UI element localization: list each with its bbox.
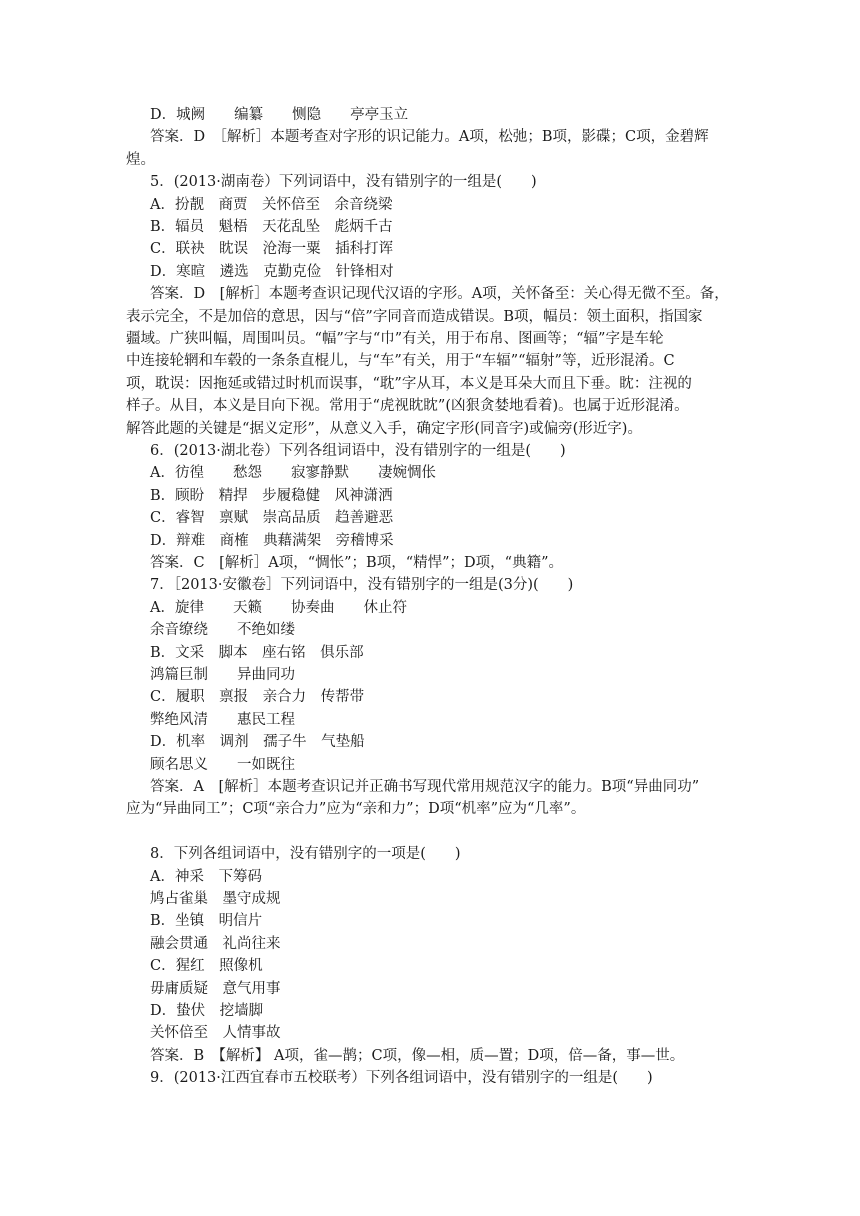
text-line: 毋庸质疑 意气用事 <box>150 980 281 997</box>
text-line: C．履职 禀报 亲合力 传帮带 <box>150 689 365 706</box>
text-line: 项，耽误：因拖延或错过时机而误事，“耽”字从耳，本义是耳朵大而且下垂。眈：注视的 <box>126 375 692 392</box>
text-line: 6．(2013·湖北卷）下列各组词语中，没有错别字的一组是( ) <box>150 443 566 459</box>
text-line: B．辐员 魁梧 天花乱坠 彪炳千古 <box>150 219 393 235</box>
text-line: 答案．C [解析］A项，“惆怅”；B项，“精悍”；D项，“典籍”。 <box>150 555 563 571</box>
text-line: 余音缭绕 不绝如缕 <box>150 622 295 639</box>
text-line: 答案．D [解析］本题考查识记现代汉语的字形。A项，关怀备至：关心得无微不至。备， <box>150 286 729 303</box>
text-line: 样子。从目，本义是目向下视。常用于“虎视眈眈”(凶狠贪婪地看着)。也属于近形混淆。 <box>126 398 689 415</box>
text-line: B．顾盼 精捍 步履稳健 风神潇洒 <box>150 487 393 504</box>
text-line: 弊绝风清 惠民工程 <box>150 711 295 728</box>
text-line: 7．［2013·安徽卷］下列词语中，没有错别字的一组是(3分)( ) <box>150 577 574 594</box>
text-line: 顾名思义 一如既往 <box>150 756 295 773</box>
text-line: 鸠占雀巢 墨守成规 <box>150 891 281 907</box>
text-line: C．猩红 照像机 <box>150 958 263 975</box>
text-line: 9．(2013·江西宜春市五校联考）下列各组词语中，没有错别字的一组是( ) <box>150 1070 653 1087</box>
text-line: 疆域。广狭叫幅，周围叫员。“幅”字与“巾”有关，用于布帛、图画等；“辐”字是车轮 <box>126 331 664 347</box>
text-line: A．旋律 天籁 协奏曲 休止符 <box>150 599 407 616</box>
text-line: 融会贯通 礼尚往来 <box>150 935 281 952</box>
text-line: C．睿智 禀赋 崇高品质 趋善避恶 <box>150 510 394 527</box>
text-line: D．寒暄 遴选 克勤克俭 针锋相对 <box>150 263 394 280</box>
text-line: D．蛰伏 挖墙脚 <box>150 1003 264 1019</box>
text-line: B．坐镇 明信片 <box>150 913 263 930</box>
text-line: 答案．B 【解析】 A项，雀—鹊；C项，像—相，质—置；D项，倍—备，事—世。 <box>150 1047 685 1064</box>
text-line: A．扮靓 商贾 关怀倍至 余音绕梁 <box>150 196 393 213</box>
text-line: 答案．A [解析］本题考查识记并正确书写现代常用规范汉字的能力。B项“异曲同功” <box>150 779 700 795</box>
text-line: 解答此题的关键是“据义定形”，从意义入手，确定字形(同音字)或偏旁(形近字)。 <box>126 420 642 437</box>
text-line: 关怀倍至 人情事故 <box>150 1025 281 1042</box>
text-line: 答案．D ［解析］本题考查对字形的识记能力。A项，松弛；B项，影碟；C项，金碧辉 <box>150 129 709 146</box>
text-line: C．联袂 眈误 沧海一粟 插科打诨 <box>150 241 394 258</box>
text-line: A．神采 下筹码 <box>150 868 262 885</box>
text-line: 表示完全，不是加倍的意思，因与“倍”字同音而造成错误。B项，幅员：领土面积，指国家 <box>126 308 703 325</box>
text-line: D．辩难 商榷 典藉满架 旁稽博采 <box>150 532 394 549</box>
text-line: D．城阙 编纂 恻隐 亭亭玉立 <box>150 107 409 123</box>
text-line: 应为“异曲同工”；C项“亲合力”应为“亲和力”；D项“机率”应为“几率”。 <box>126 801 586 818</box>
text-line: 5．(2013·湖南卷）下列词语中，没有错别字的一组是( ) <box>150 174 537 191</box>
text-line: 8．下列各组词语中，没有错别字的一项是( ) <box>150 846 461 863</box>
text-line: 鸿篇巨制 异曲同功 <box>150 667 295 683</box>
text-line: B．文采 脚本 座右铭 俱乐部 <box>150 644 364 661</box>
text-line: 煌。 <box>126 151 155 168</box>
text-line: A．彷徨 愁怨 寂寥静默 凄婉惆伥 <box>150 465 436 482</box>
text-line: D．机率 调剂 孺子牛 气垫船 <box>150 734 365 751</box>
text-line: 中连接轮辋和车毂的一条条直棍儿，与“车”有关，用于“车辐”“辐射”等，近形混淆。C <box>126 353 675 370</box>
